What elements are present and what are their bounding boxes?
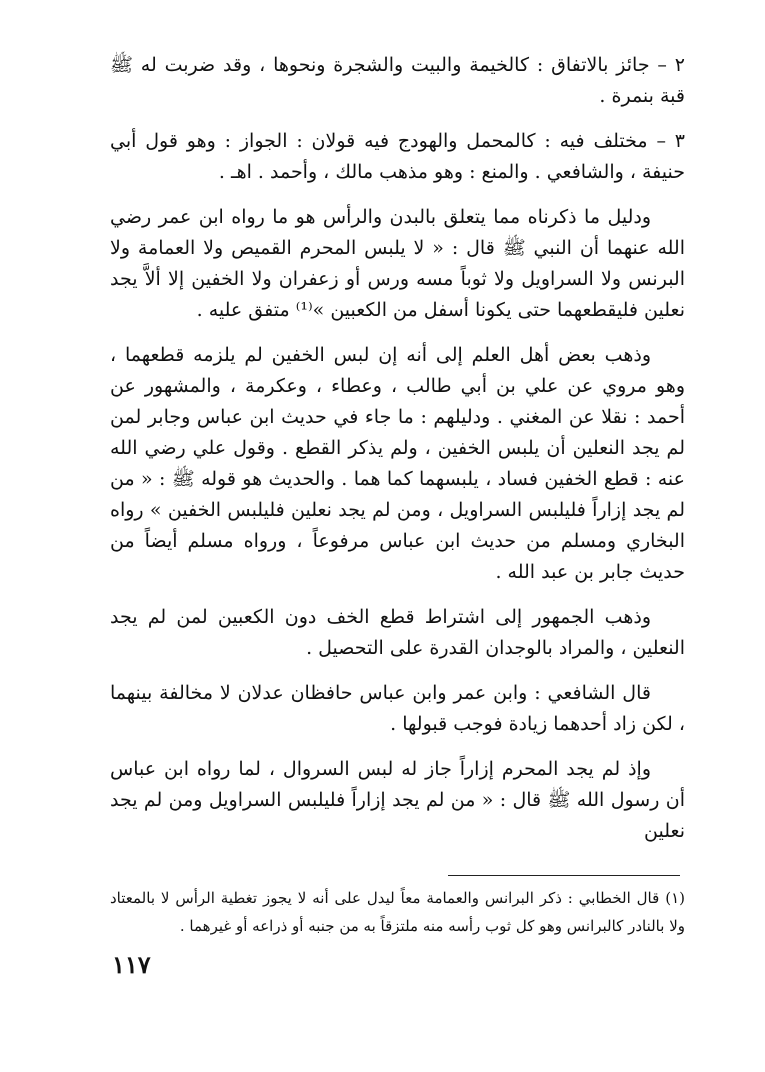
paragraph-shafii: قال الشافعي : وابن عمر وابن عباس حافظان عدلان لا مخالفة بينهما ، لكن زاد أحدهما زيادة فوجب قبولها . [110, 682, 685, 735]
paragraph-item-2: ٢ – جائز بالاتفاق : كالخيمة والبيت والشجرة ونحوها ، وقد ضربت له ﷺ قبة بنمرة . [110, 54, 685, 107]
paragraph-item-3: ٣ – مختلف فيه : كالمحمل والهودج فيه قولان : الجواز : وهو قول أبي حنيفة ، والشافعي . والمنع : وهو مذهب مالك ، وأحمد . اهـ . [110, 130, 685, 183]
paragraph-majority: وذهب الجمهور إلى اشتراط قطع الخف دون الكعبين لمن لم يجد النعلين ، والمراد بالوجدان القدرة على التحصيل . [110, 606, 685, 659]
page-body [110, 50, 685, 861]
page-number: ١١٧ [112, 950, 151, 979]
footnotes [110, 884, 685, 940]
footnote-divider [448, 875, 680, 876]
paragraph-sirwal: وإذ لم يجد المحرم إزاراً جاز له لبس السروال ، لما رواه ابن عباس أن رسول الله ﷺ قال : « من لم يجد إزاراً فليلبس السراويل ومن لم يجد نعلين [110, 758, 685, 842]
paragraph-some-scholars: وذهب بعض أهل العلم إلى أنه إن لبس الخفين لم يلزمه قطعهما ، وهو مروي عن علي بن أبي طالب ، وعطاء ، وعكرمة ، والمشهور عن أحمد : نقلا عن المغني . ودليلهم : ما جاء في حديث ابن عباس وجابر لمن لم يجد النعلين أن يلبس الخفين ، ولم يذكر القطع . وقول علي رضي الله عنه : قطع الخفين فساد ، يلبسهما كما هما . والحديث هو قوله ﷺ : « من لم يجد إزاراً فليلبس السراويل ، ومن لم يجد نعلين فليلبس الخفين » رواه البخاري ومسلم من حديث ابن عباس مرفوعاً ، ورواه مسلم أيضاً من حديث جابر بن عبد الله . [110, 344, 685, 583]
paragraph-evidence: ودليل ما ذكرناه مما يتعلق بالبدن والرأس هو ما رواه ابن عمر رضي الله عنهما أن النبي ﷺ قال : « لا يلبس المحرم القميص ولا العمامة ولا البرنس ولا السراويل ولا ثوباً مسه ورس أو زعفران ولا الخفين إلا ألاَّ يجد نعلين فليقطعهما حتى يكونا أسفل من الكعبين »⁽¹⁾ متفق عليه . [110, 206, 685, 321]
footnote-1: (١) قال الخطابي : ذكر البرانس والعمامة معاً ليدل على أنه لا يجوز تغطية الرأس لا بالمعتاد ولا بالنادر كالبرانس وهو كل ثوب رأسه منه ملتزقاً به من جنبه أو ذراعه أو غيرهما . [110, 889, 685, 935]
